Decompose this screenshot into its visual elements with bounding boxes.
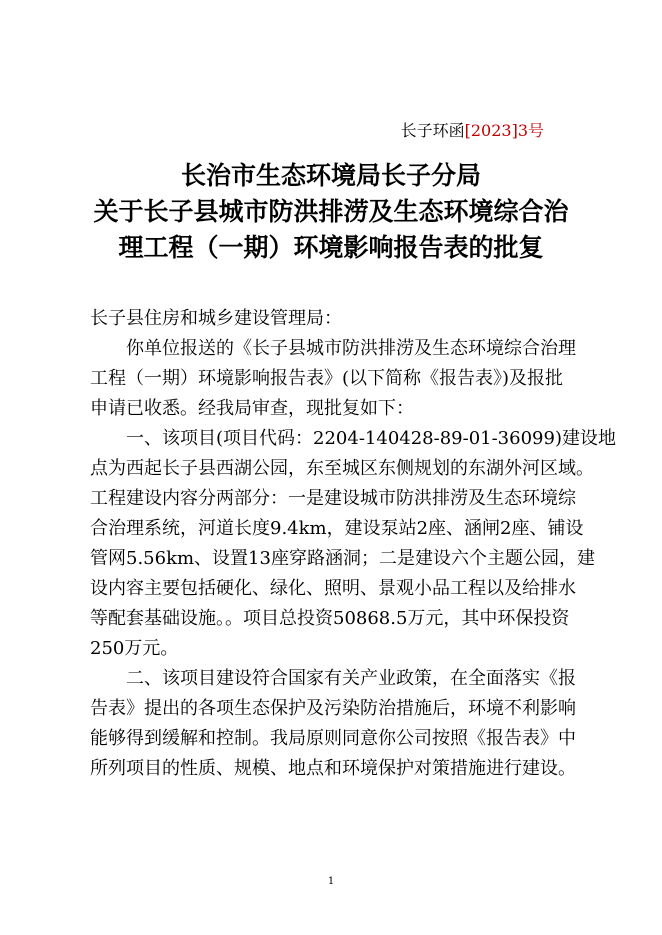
paragraph-line: 合治理系统，河道长度9.4km，建设泵站2座、涵闸2座、铺设 xyxy=(90,518,584,539)
title-line: 理工程（一期）环境影响报告表的批复 xyxy=(118,233,544,262)
addressee: 长子县住房和城乡建设管理局： xyxy=(90,308,342,329)
paragraph-line: 管网5.56km、设置13座穿路涵洞；二是建设六个主题公园，建 xyxy=(90,548,595,569)
document-title xyxy=(0,158,662,266)
paragraph-line: 工程建设内容分两部分：一是建设城市防洪排涝及生态环境综 xyxy=(90,488,576,509)
paragraph-line: 工程（一期）环境影响报告表》(以下简称《报告表》)及报批 xyxy=(90,368,564,389)
paragraph-line: 告表》提出的各项生态保护及污染防治措施后，环境不利影响 xyxy=(90,698,576,719)
paragraph-line: 250万元。 xyxy=(90,638,179,659)
paragraph-line: 所列项目的性质、规模、地点和环境保护对策措施进行建设。 xyxy=(90,758,576,779)
page-number: 1 xyxy=(327,876,335,887)
title-line: 长治市生态环境局长子分局 xyxy=(180,161,481,190)
title-line: 关于长子县城市防洪排涝及生态环境综合治 xyxy=(93,197,569,226)
paragraph-line: 申请已收悉。经我局审查，现批复如下： xyxy=(90,398,414,419)
paragraph-line: 等配套基础设施。。项目总投资50868.5万元，其中环保投资 xyxy=(90,608,570,629)
paragraph-line: 你单位报送的《长子县城市防洪排涝及生态环境综合治理 xyxy=(126,338,576,359)
paragraph-line: 能够得到缓解和控制。我局原则同意你公司按照《报告表》中 xyxy=(90,728,576,749)
document-number xyxy=(401,118,544,141)
document-body xyxy=(90,304,616,784)
paragraph-line: 一、该项目(项目代码：2204-140428-89-01-36099)建设地 xyxy=(126,428,616,449)
paragraph-line: 设内容主要包括硬化、绿化、照明、景观小品工程以及给排水 xyxy=(90,578,576,599)
document-number-prefix: 长子环函 xyxy=(400,121,465,140)
document-number-suffix: [2023]3号 xyxy=(464,121,544,140)
paragraph-line: 点为西起长子县西湖公园，东至城区东侧规划的东湖外河区域。 xyxy=(90,458,594,479)
paragraph-line: 二、该项目建设符合国家有关产业政策，在全面落实《报 xyxy=(126,668,576,689)
